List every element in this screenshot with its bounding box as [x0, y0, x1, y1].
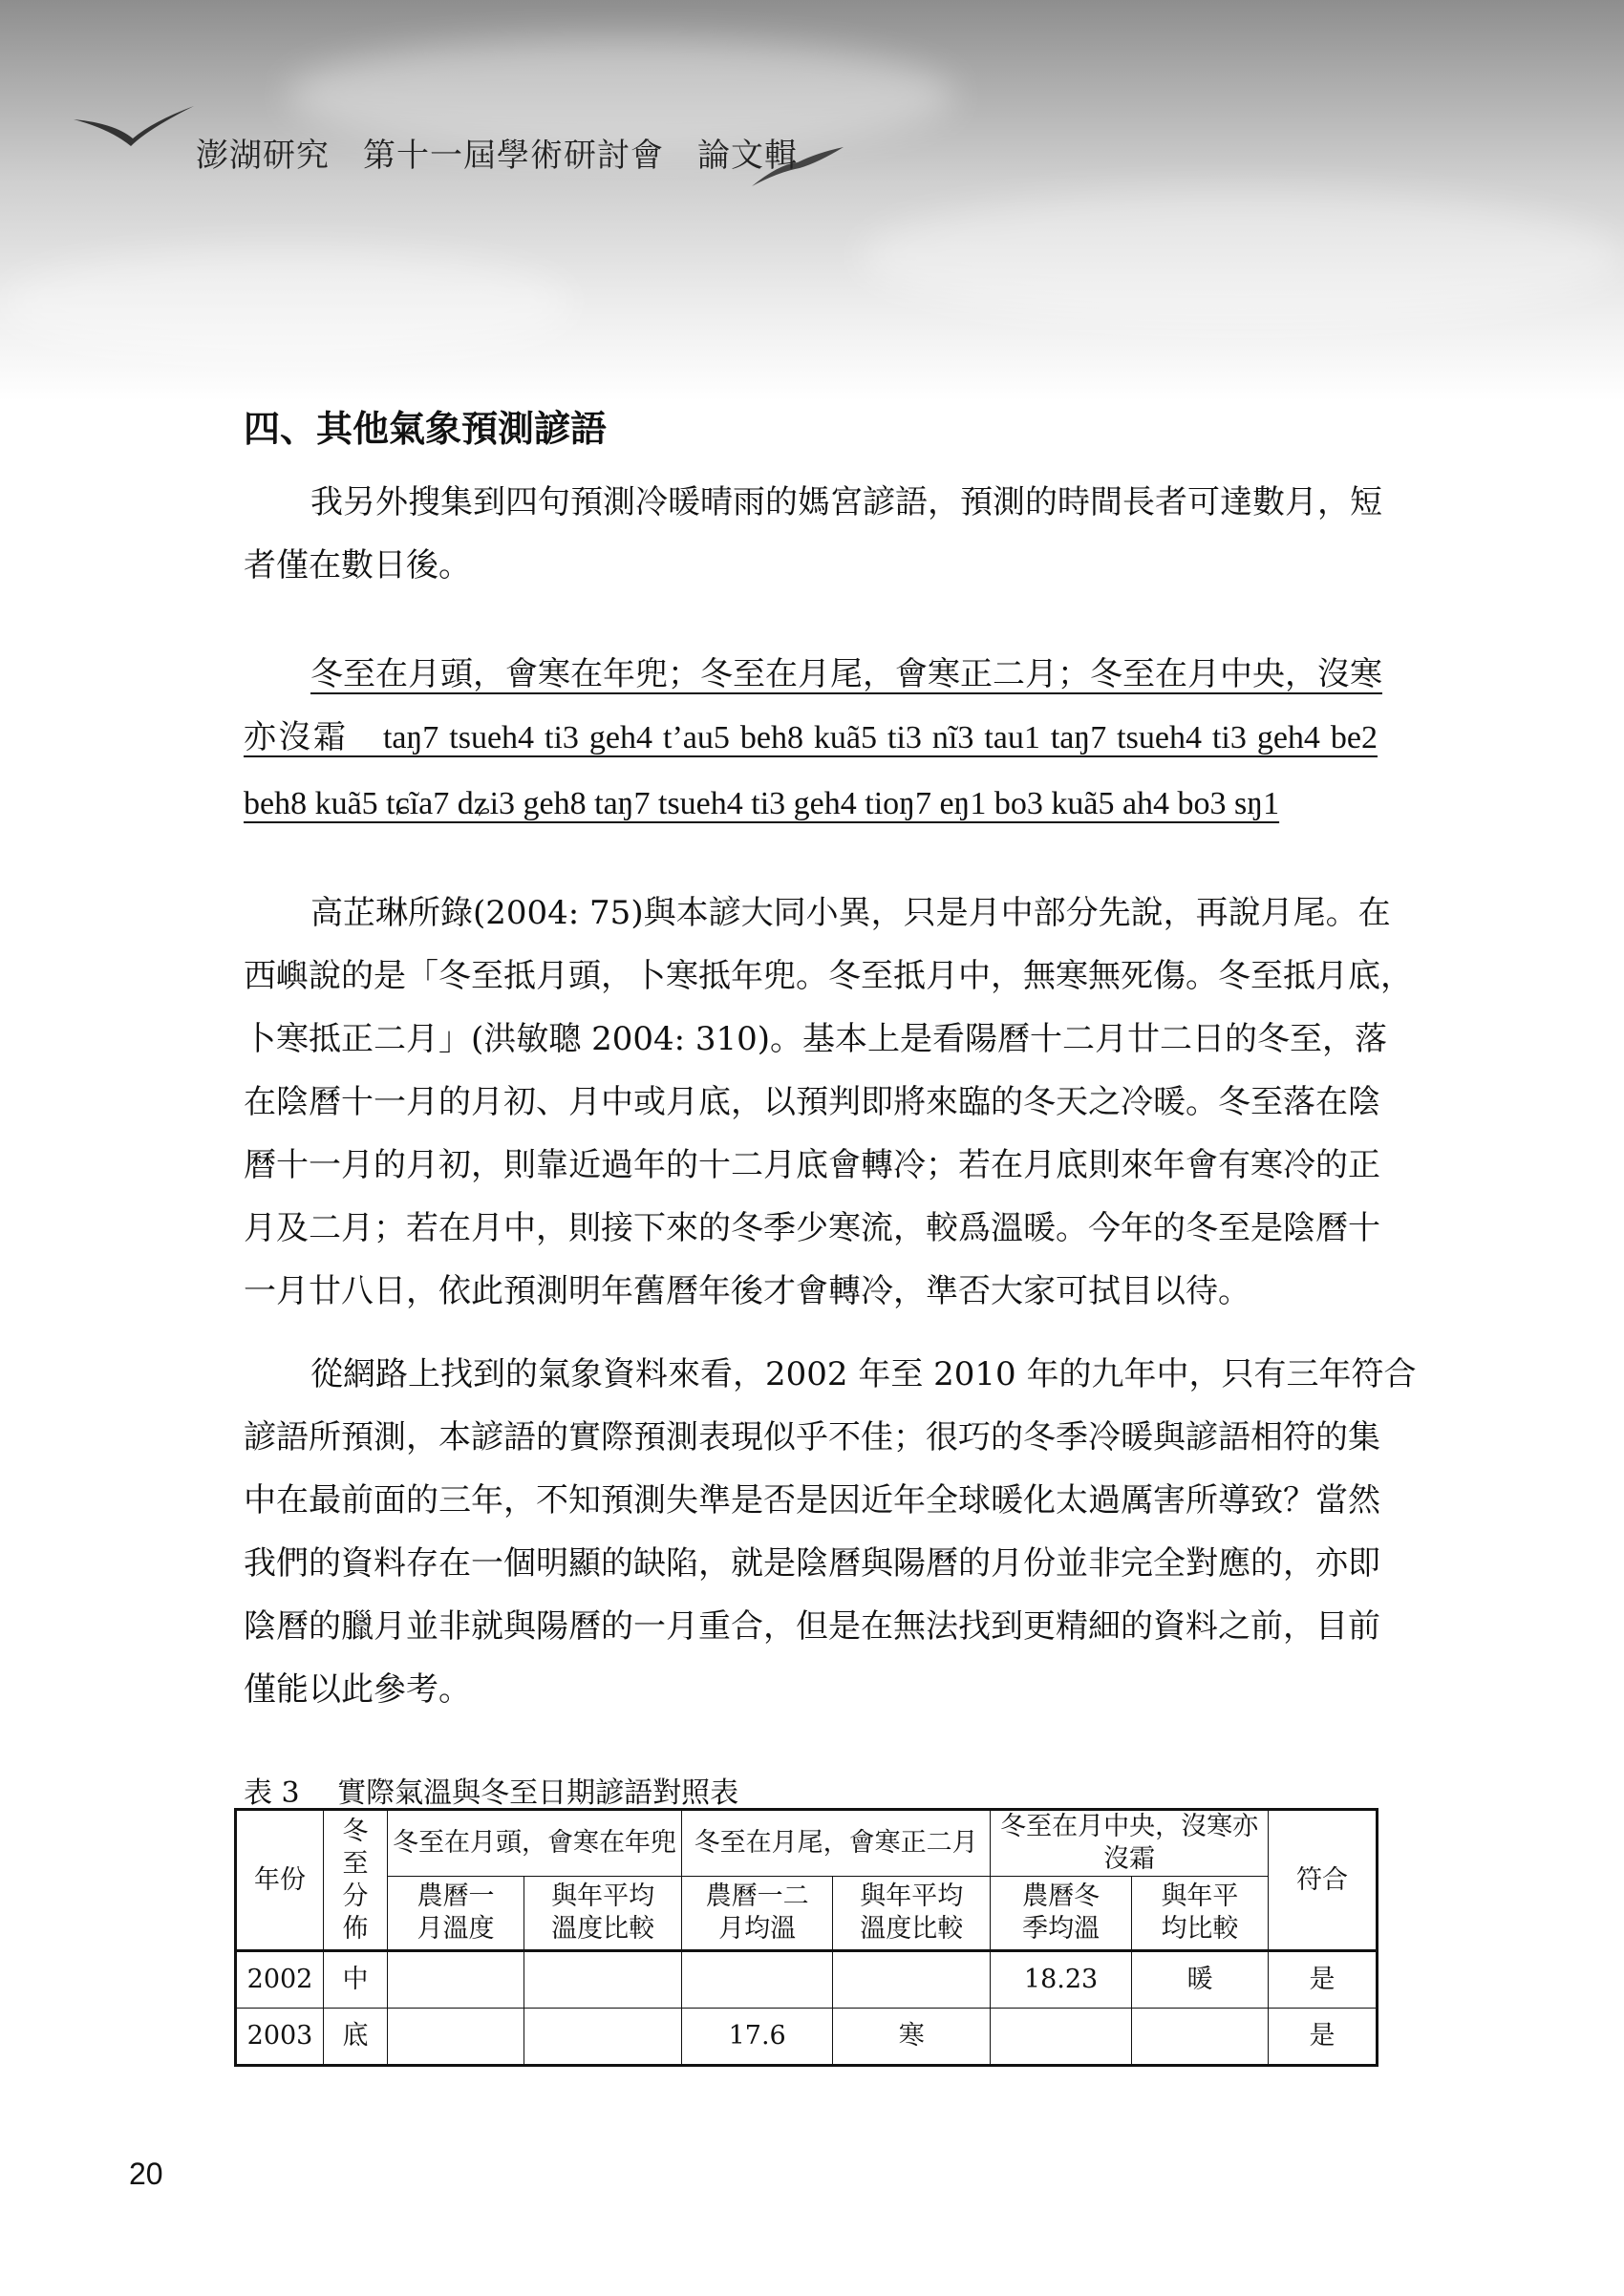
subheader: 農曆一月溫度 — [388, 1877, 524, 1951]
subheader: 農曆冬季均溫 — [991, 1877, 1132, 1951]
cell — [524, 1951, 682, 2009]
header-match: 符合 — [1269, 1810, 1378, 1951]
cell — [388, 1951, 524, 2009]
cell — [1131, 2009, 1268, 2066]
cell: 寒 — [833, 2009, 991, 2066]
section-heading: 四、其他氣象預測諺語 — [244, 407, 608, 450]
proverb-text: 冬至在月頭，會寒在年兜；冬至在月尾，會寒正二月；冬至在月中央，沒寒 — [310, 655, 1382, 693]
running-header: 澎湖研究 第十一屆學術研討會 論文輯 — [196, 137, 798, 175]
text-line: 一月廿八日，依此預測明年舊曆年後才會轉冷，準否大家可拭目以待。 — [244, 1272, 1250, 1310]
text-line: 從網路上找到的氣象資料來看，2002 年至 2010 年的九年中，只有三年符合 — [310, 1355, 1417, 1393]
text-line: 諺語所預測，本諺語的實際預測表現似乎不佳；很巧的冬季冷暖與諺語相符的集 — [244, 1418, 1380, 1456]
proverb-line — [244, 719, 1378, 757]
text-line: 我們的資料存在一個明顯的缺陷，就是陰曆與陽曆的月份並非完全對應的，亦即 — [244, 1544, 1380, 1583]
cell: 暖 — [1131, 1951, 1268, 2009]
text-line: 陰曆的臘月並非就與陽曆的一月重合，但是在無法找到更精細的資料之前，目前 — [244, 1607, 1380, 1646]
comparison-table — [234, 1808, 1378, 2067]
subheader: 與年平均溫度比較 — [524, 1877, 682, 1951]
header-group: 冬至在月中央，沒寒亦沒霜 — [991, 1810, 1269, 1877]
proverb-text: 亦沒霜 taŋ7 tsueh4 ti3 geh4 t’au5 beh8 kuã5 ti3 nĩ3 tau1 taŋ7 tsueh4 ti3 geh4 be2 — [244, 720, 1378, 755]
proverb-line — [244, 785, 1378, 823]
text-line: 僅能以此參考。 — [244, 1670, 471, 1709]
text-line: 中在最前面的三年，不知預測失準是否是因近年全球暖化太過厲害所導致？當然 — [244, 1481, 1380, 1520]
header-group: 冬至在月頭，會寒在年兜 — [388, 1810, 682, 1877]
text-line: 者僅在數日後。 — [244, 546, 471, 585]
table-row — [236, 2009, 1378, 2066]
table-caption: 表 3 實際氣溫與冬至日期諺語對照表 — [244, 1776, 739, 1810]
cell: 是 — [1269, 2009, 1378, 2066]
text-line: 我另外搜集到四句預測冷暖晴雨的媽宮諺語，預測的時間長者可達數月，短 — [310, 483, 1382, 521]
cell: 2003 — [236, 2009, 324, 2066]
cell: 是 — [1269, 1951, 1378, 2009]
cell — [682, 1951, 833, 2009]
subheader: 與年平均溫度比較 — [833, 1877, 991, 1951]
text-line: 曆十一月的月初，則靠近過年的十二月底會轉冷；若在月底則來年會有寒冷的正 — [244, 1146, 1380, 1184]
cell: 17.6 — [682, 2009, 833, 2066]
header-distribution: 冬至分佈 — [324, 1810, 388, 1951]
cell — [833, 1951, 991, 2009]
subheader: 農曆一二月均溫 — [682, 1877, 833, 1951]
seagull-left-icon — [72, 100, 196, 158]
cell — [991, 2009, 1132, 2066]
cell — [524, 2009, 682, 2066]
header-sky-banner — [0, 0, 1624, 401]
text-line: 卜寒抵正二月」(洪敏聰 2004: 310)。基本上是看陽曆十二月廿二日的冬至，落 — [244, 1020, 1388, 1058]
table-row — [236, 1951, 1378, 2009]
cell: 底 — [324, 2009, 388, 2066]
text-line: 西嶼說的是「冬至抵月頭，卜寒抵年兜。冬至抵月中，無寒無死傷。冬至抵月底， — [244, 957, 1413, 995]
cell: 18.23 — [991, 1951, 1132, 2009]
proverb-text: beh8 kuã5 tɕĩa7 dʑi3 geh8 taŋ7 tsueh4 ti3 geh4 tioŋ7 eŋ1 bo3 kuã5 ah4 bo3 sŋ1 — [244, 786, 1280, 821]
text-line: 高芷琳所錄(2004: 75)與本諺大同小異，只是月中部分先說，再說月尾。在 — [310, 894, 1391, 932]
page-number: 20 — [129, 2157, 163, 2191]
cell: 2002 — [236, 1951, 324, 2009]
subheader: 與年平均比較 — [1131, 1877, 1268, 1951]
cell: 中 — [324, 1951, 388, 2009]
cell — [388, 2009, 524, 2066]
text-line: 月及二月；若在月中，則接下來的冬季少寒流，較爲溫暖。今年的冬至是陰曆十 — [244, 1209, 1380, 1247]
text-line: 在陰曆十一月的月初、月中或月底，以預判即將來臨的冬天之冷暖。冬至落在陰 — [244, 1083, 1380, 1121]
header-group: 冬至在月尾，會寒正二月 — [682, 1810, 991, 1877]
header-year: 年份 — [236, 1810, 324, 1951]
proverb-line — [244, 655, 1382, 693]
